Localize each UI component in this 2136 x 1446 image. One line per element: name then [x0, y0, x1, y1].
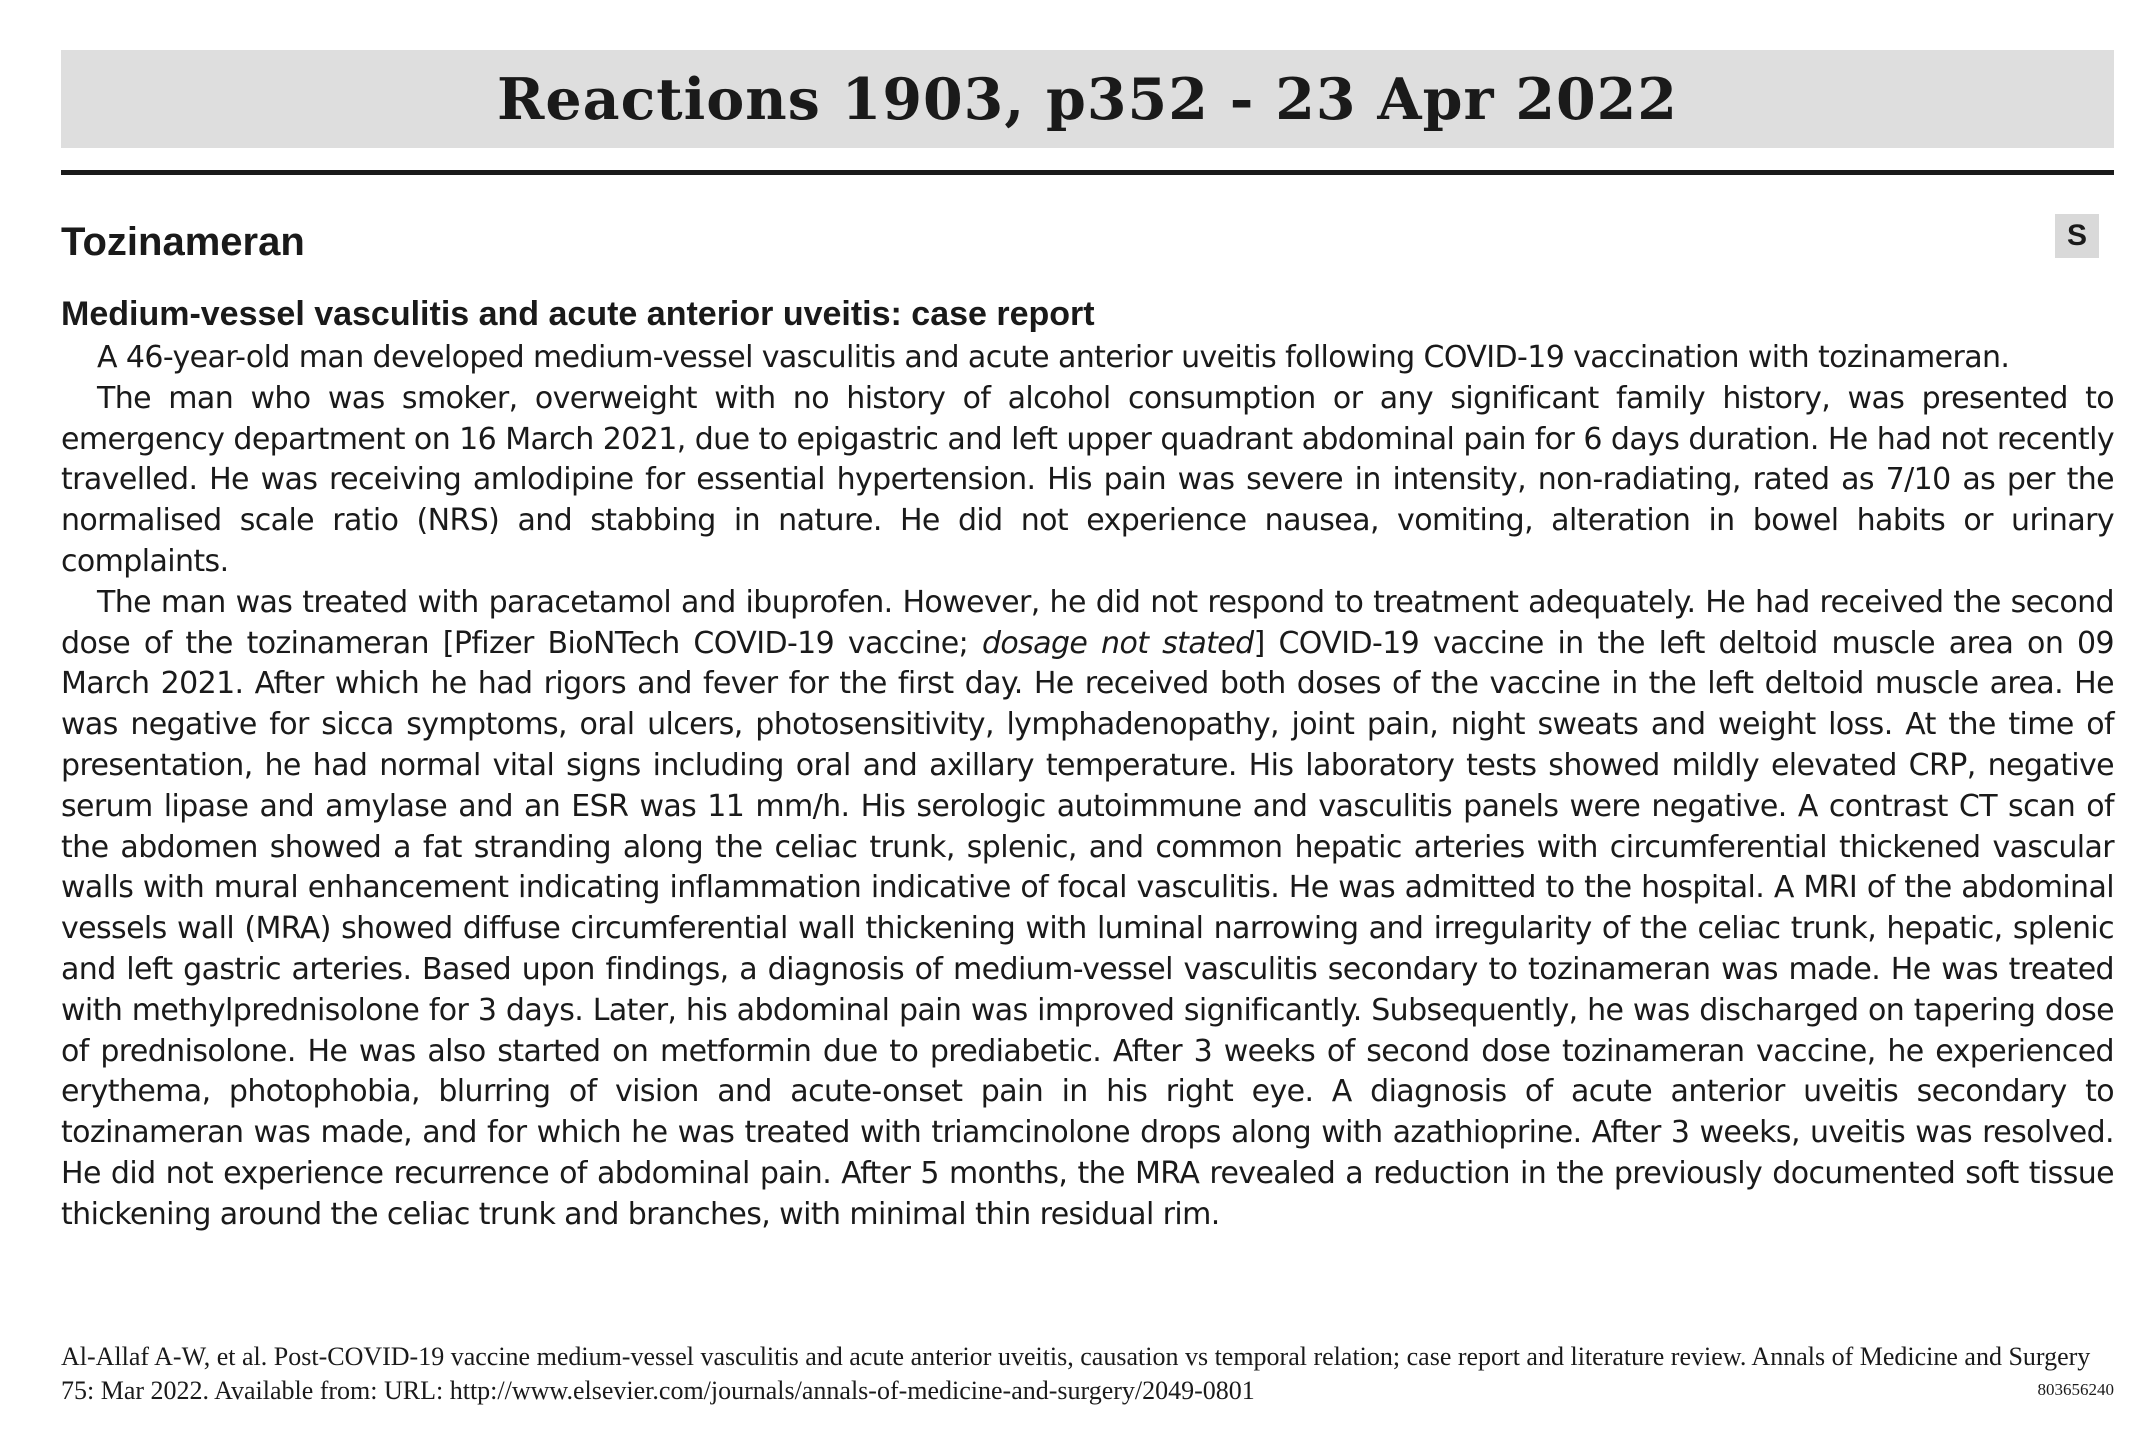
header-banner [61, 50, 2114, 148]
paragraph-treatment [61, 583, 2114, 1236]
page-title: Reactions 1903, p352 - 23 Apr 2022 [497, 65, 1678, 133]
serious-badge: S [2055, 214, 2099, 258]
paragraph-treatment-part-2: ] COVID-19 vaccine in the left deltoid muscle area on 09 March 2021. After which he had rigors and fever for the first day. He received both doses of the vaccine in the left deltoid muscle area. He was negative for sicca symptoms, oral ulcers, photosensitivity, lymphadenopathy, joint pain, night sweats and weight loss. At the time of presentation, he had normal vital signs including oral and axillary temperature. His laboratory tests showed mildly elevated CRP, negative serum lipase and amylase and an ESR was 11 mm/h. His serologic autoimmune and vasculitis panels were negative. A contrast CT scan of the abdomen showed a fat stranding along the celiac trunk, splenic, and common hepatic arteries with circumferential thickened vascular walls with mural enhancement indicating inflammation indicative of focal vasculitis. He was admitted to the hospital. A MRI of the abdominal vessels wall (MRA) showed diffuse circumferential wall thickening with luminal narrowing and irregularity of the celiac trunk, hepatic, splenic and left gastric arteries. Based upon findings, a diagnosis of medium-vessel vasculitis secondary to tozinameran was made. He was treated with methylprednisolone for 3 days. Later, his abdominal pain was improved significantly. Subsequently, he was discharged on tapering dose of prednisolone. He was also started on metformin due to prediabetic. After 3 weeks of second dose tozinameran vaccine, he experienced erythema, photophobia, blurring of vision and acute-onset pain in his right eye. A diagnosis of acute anterior uveitis secondary to tozinameran was made, and for which he was treated with triamcinolone drops along with azathioprine. After 3 weeks, uveitis was resolved. He did not experience recurrence of abdominal pain. After 5 months, the MRA revealed a reduction in the previously documented soft tissue thickening around the celiac trunk and branches, with minimal thin residual rim. [61, 625, 2114, 1232]
dosage-note: dosage not stated [981, 625, 1254, 661]
paragraph-treatment-part-1: The man was treated with paracetamol and ibuprofen. However, he did not respond to treatment adequately. He had received the second dose of the tozinameran [Pfizer BioNTech COVID-19 vaccine; [61, 584, 2114, 661]
reference-id: 803656240 [2037, 1380, 2114, 1399]
paragraph-presentation: The man who was smoker, overweight with no history of alcohol consumption or any significant family history, was presented to emergency department on 16 March 2021, due to epigastric and left upper quadrant abdominal pain for 6 days duration. He had not recently travelled. He was receiving amlodipine for essential hypertension. His pain was severe in intensity, non-radiating, rated as 7/10 as per the normalised scale ratio (NRS) and stabbing in nature. He did not experience nausea, vomiting, alteration in bowel habits or urinary complaints. [61, 380, 2114, 579]
header-divider [61, 170, 2114, 175]
reference-citation: Al-Allaf A-W, et al. Post-COVID-19 vaccine medium-vessel vasculitis and acute anterior uveitis, causation vs temporal relation; case report and literature review. Annals of Medicine and Surgery 75: Mar 2022. Available from: URL: http://www.elsevier.com/journals/annals-of-medicine-and-surgery/2049-0801 [61, 1342, 2091, 1405]
drug-name: Tozinameran [61, 220, 305, 264]
article-body [61, 338, 2114, 1236]
paragraph-intro: A 46-year-old man developed medium-vessel vasculitis and acute anterior uveitis following COVID-19 vaccination with tozinameran. [97, 340, 2010, 375]
article-heading: Medium-vessel vasculitis and acute anterior uveitis: case report [61, 295, 1095, 333]
